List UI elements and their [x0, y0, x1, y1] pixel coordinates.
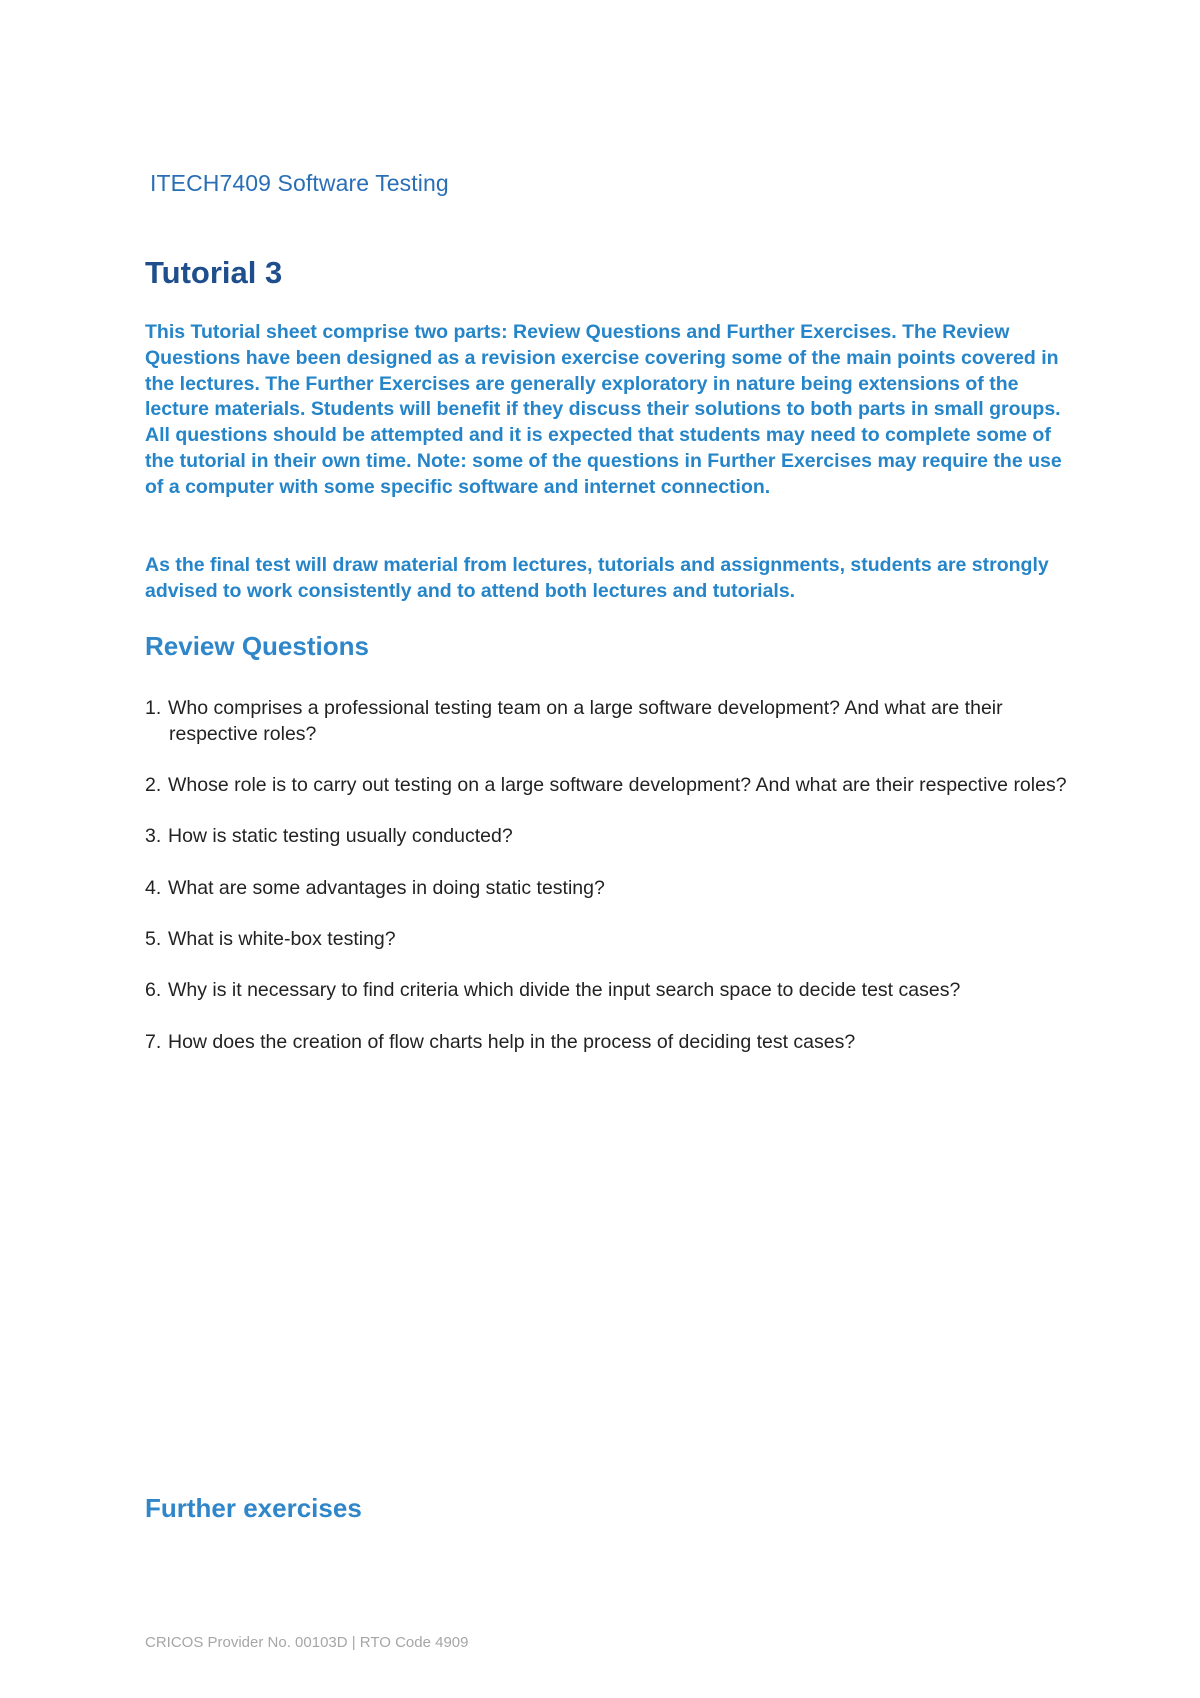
course-title: ITECH7409 Software Testing — [150, 170, 449, 196]
further-exercises-heading: Further exercises — [145, 1493, 362, 1523]
question-number: 6. — [145, 979, 162, 1002]
question-text: How does the creation of flow charts help in the process of deciding test cases? — [168, 1030, 856, 1053]
question-text: How is static testing usually conducted? — [168, 825, 513, 848]
list-item — [145, 978, 1075, 1004]
intro-paragraph: This Tutorial sheet comprise two parts: Review Questions and Further Exercises. The Review Questions have been designed as a revision exercise covering some of the main points covered in the lectures. The Further Exercises are generally exploratory in nature being extensions of the lecture materials. Students will benefit if they discuss their solutions to both parts in small groups. All questions should be attempted and it is expected that students may need to complete some of the tutorial in their own time. Note: some of the questions in Further Exercises may require the use of a computer with some specific software and internet connection. — [145, 321, 1062, 498]
page-title: Tutorial 3 — [145, 255, 283, 290]
advice-paragraph: As the final test will draw material from lectures, tutorials and assignments, students are strongly advised to work consistently and to attend both lectures and tutorials. — [145, 554, 1049, 602]
question-number: 3. — [145, 825, 162, 848]
list-item — [145, 773, 1075, 799]
list-item — [145, 876, 1075, 902]
list-item — [145, 824, 1075, 850]
question-number: 7. — [145, 1030, 162, 1053]
question-text: What are some advantages in doing static testing? — [168, 876, 605, 899]
list-item — [145, 696, 1075, 748]
question-number: 5. — [145, 927, 162, 950]
question-text: Whose role is to carry out testing on a large software development? And what are their respective roles? — [168, 774, 1067, 797]
question-number: 4. — [145, 876, 162, 899]
list-item — [145, 1030, 1075, 1056]
question-text: Why is it necessary to find criteria which divide the input search space to decide test cases? — [168, 979, 961, 1002]
footer-text: CRICOS Provider No. 00103D | RTO Code 4909 — [145, 1634, 469, 1651]
review-questions-heading: Review Questions — [145, 631, 369, 661]
list-item — [145, 927, 1075, 953]
question-text: What is white-box testing? — [168, 927, 396, 950]
question-number: 1. — [145, 697, 162, 719]
question-text: Who comprises a professional testing team on a large software development? And what are their respective roles? — [168, 697, 1003, 745]
question-number: 2. — [145, 774, 162, 797]
review-questions-list — [145, 696, 1075, 1081]
